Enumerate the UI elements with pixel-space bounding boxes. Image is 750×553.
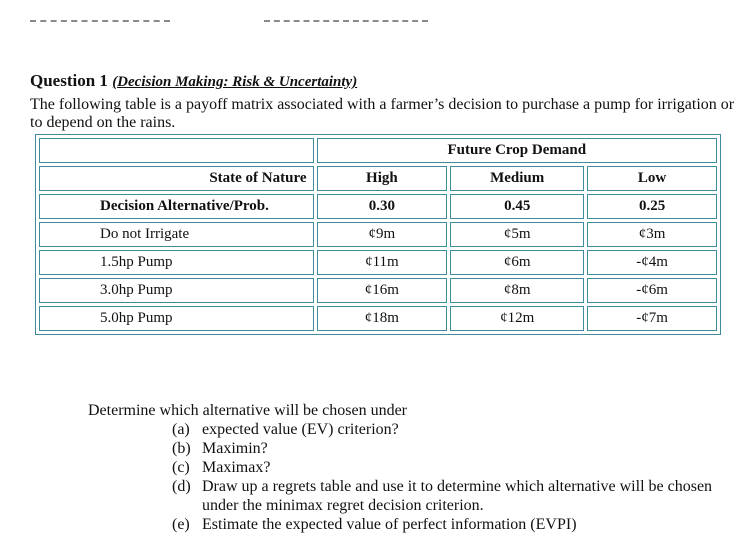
list-item [172, 420, 728, 439]
list-item [172, 515, 728, 534]
payoff-cell: ¢5m [450, 222, 584, 247]
table-group-header-row [39, 138, 717, 163]
question-intro: The following table is a payoff matrix associated with a farmer’s decision to purchase a pump for irrigation or to depend on the rains. [30, 96, 735, 131]
table-row [39, 278, 717, 303]
table-probability-row [39, 194, 717, 219]
table-row [39, 306, 717, 331]
column-header-medium: Medium [450, 166, 584, 191]
decision-alternative-label: Decision Alternative/Prob. [39, 194, 314, 219]
item-text: Maximax? [202, 459, 271, 476]
payoff-cell: ¢11m [317, 250, 448, 275]
question-number: Question 1 [30, 71, 108, 90]
list-item [172, 477, 728, 515]
payoff-cell: ¢6m [450, 250, 584, 275]
state-of-nature-label: State of Nature [39, 166, 314, 191]
probability-medium: 0.45 [450, 194, 584, 219]
payoff-cell: ¢16m [317, 278, 448, 303]
payoff-matrix-table [35, 134, 721, 335]
alternative-name: Do not Irrigate [39, 222, 314, 247]
alternative-name: 5.0hp Pump [39, 306, 314, 331]
payoff-cell: -¢4m [587, 250, 717, 275]
item-text: expected value (EV) criterion? [202, 421, 399, 438]
instructions-lead: Determine which alternative will be chosen under [88, 402, 407, 419]
alternative-name: 1.5hp Pump [39, 250, 314, 275]
table-row [39, 250, 717, 275]
item-label: (a) [172, 421, 190, 438]
payoff-cell: ¢12m [450, 306, 584, 331]
instructions-block [88, 401, 728, 534]
item-text: Maximin? [202, 440, 268, 457]
alternative-name: 3.0hp Pump [39, 278, 314, 303]
sub-question-list [172, 420, 728, 534]
item-text: Estimate the expected value of perfect information (EVPI) [202, 516, 577, 533]
table-empty-cell [39, 138, 314, 163]
table-row [39, 222, 717, 247]
probability-low: 0.25 [587, 194, 717, 219]
payoff-cell: ¢9m [317, 222, 448, 247]
payoff-cell: ¢8m [450, 278, 584, 303]
payoff-cell: -¢6m [587, 278, 717, 303]
top-dash-line-right [264, 20, 428, 24]
payoff-cell: ¢3m [587, 222, 717, 247]
list-item [172, 458, 728, 477]
item-label: (d) [172, 478, 191, 495]
column-header-low: Low [587, 166, 717, 191]
question-subtitle: (Decision Making: Risk & Uncertainty) [112, 74, 358, 90]
item-text: Draw up a regrets table and use it to determine which alternative will be chosen under the minimax regret decision criterion. [202, 478, 713, 514]
item-label: (c) [172, 459, 190, 476]
item-label: (e) [172, 516, 190, 533]
list-item [172, 439, 728, 458]
table-state-row [39, 166, 717, 191]
future-crop-demand-header: Future Crop Demand [317, 138, 717, 163]
payoff-cell: -¢7m [587, 306, 717, 331]
item-label: (b) [172, 440, 191, 457]
top-dash-line-left [30, 20, 170, 24]
probability-high: 0.30 [317, 194, 448, 219]
question-title [30, 71, 357, 91]
column-header-high: High [317, 166, 448, 191]
payoff-cell: ¢18m [317, 306, 448, 331]
